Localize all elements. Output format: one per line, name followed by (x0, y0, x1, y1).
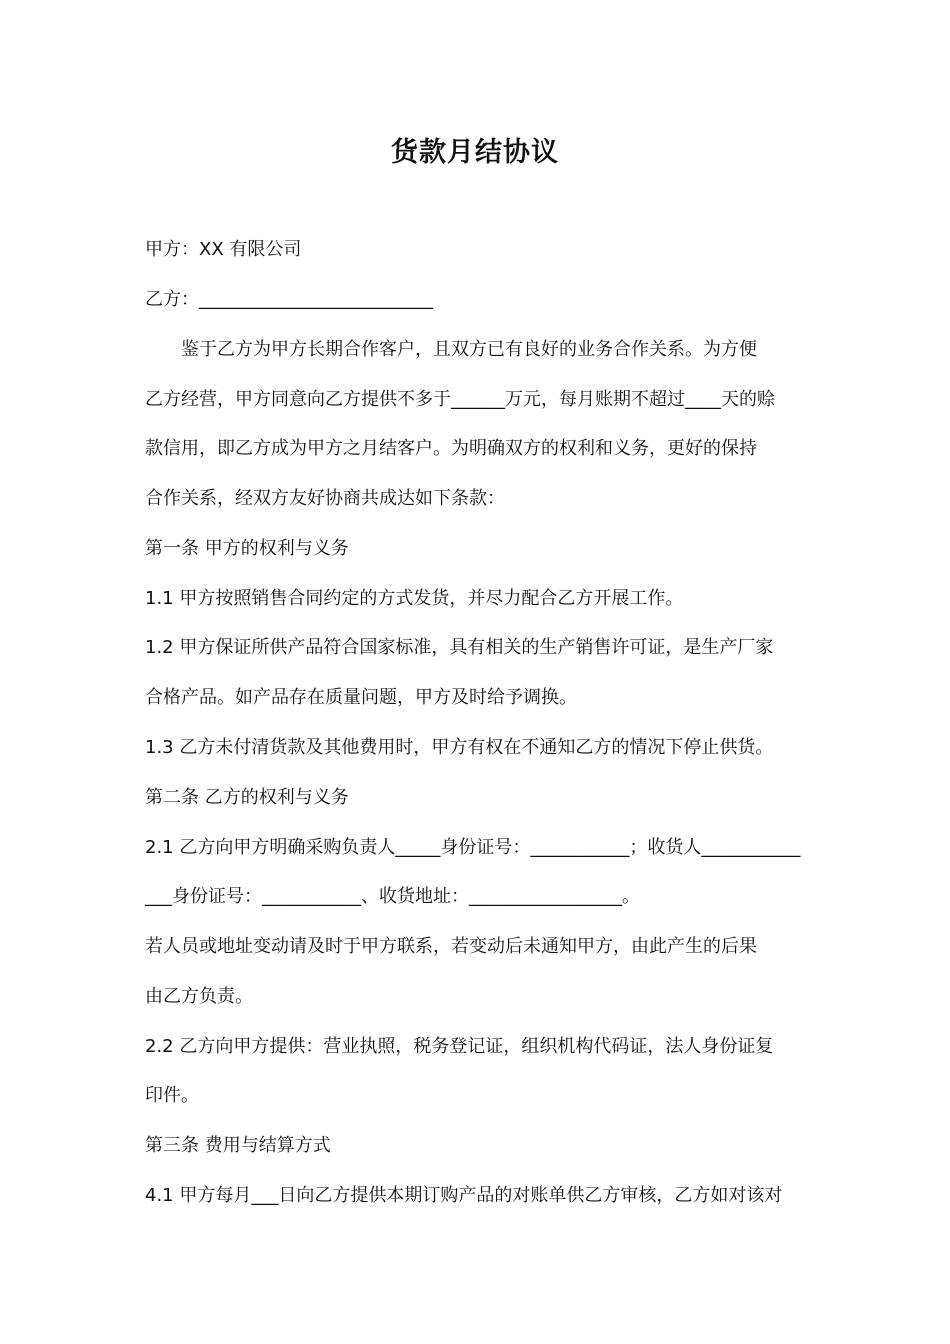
preamble-line-3: 款信用，即乙方成为甲方之月结客户。为明确双方的权利和义务，更好的保持 (145, 438, 757, 459)
preamble-line-4: 合作关系，经双方友好协商共成达如下条款： (145, 488, 505, 509)
clause-2-1-line-2: ___身份证号：___________、收货地址：_________________。 (145, 886, 640, 907)
article-3-heading: 第三条 费用与结算方式 (145, 1135, 331, 1156)
article-1-heading: 第一条 甲方的权利与义务 (145, 538, 349, 559)
clause-2-2-line-1: 2.2 乙方向甲方提供：营业执照，税务登记证，组织机构代码证，法人身份证复 (145, 1036, 774, 1057)
article-2-heading: 第二条 乙方的权利与义务 (145, 787, 349, 808)
preamble-line-2: 乙方经营，甲方同意向乙方提供不多于______万元，每月账期不超过____天的赊 (145, 389, 775, 410)
preamble-line-1: 鉴于乙方为甲方长期合作客户，且双方已有良好的业务合作关系。为方便 (181, 339, 757, 360)
party-b-line: 乙方：__________________________ (145, 289, 433, 310)
clause-4-1-line-1: 4.1 甲方每月___日向乙方提供本期订购产品的对账单供乙方审核，乙方如对该对 (145, 1185, 783, 1206)
clause-2-1-line-3: 若人员或地址变动请及时于甲方联系，若变动后未通知甲方，由此产生的后果 (145, 936, 757, 957)
clause-2-1-line-4: 由乙方负责。 (145, 986, 253, 1007)
clause-1-2-line-2: 合格产品。如产品存在质量问题，甲方及时给予调换。 (145, 687, 577, 708)
clause-2-2-line-2: 印件。 (145, 1085, 199, 1106)
party-a-line: 甲方：XX 有限公司 (145, 239, 302, 260)
clause-1-3: 1.3 乙方未付清货款及其他费用时，甲方有权在不通知乙方的情况下停止供货。 (145, 737, 774, 758)
clause-2-1-line-1: 2.1 乙方向甲方明确采购负责人_____身份证号：___________；收货人___________ (145, 837, 801, 858)
clause-1-2-line-1: 1.2 甲方保证所供产品符合国家标准，具有相关的生产销售许可证，是生产厂家 (145, 637, 774, 658)
clause-1-1: 1.1 甲方按照销售合同约定的方式发货，并尽力配合乙方开展工作。 (145, 588, 684, 609)
document-title: 货款月结协议 (391, 137, 559, 168)
